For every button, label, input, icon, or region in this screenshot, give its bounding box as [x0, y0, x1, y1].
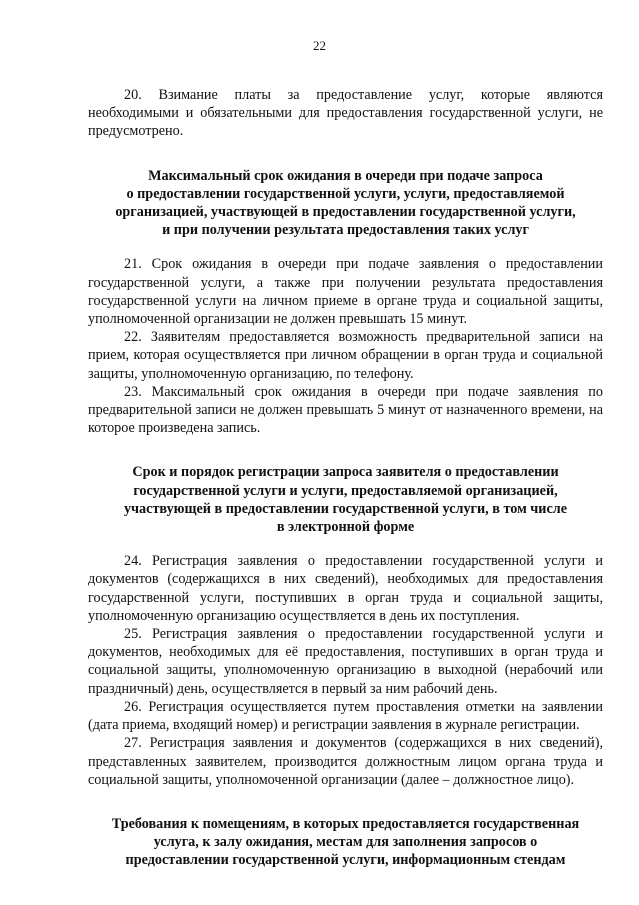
section-heading — [88, 463, 603, 536]
numbered-paragraph: 22. Заявителям предоставляется возможность предварительной записи на прием, которая осуществляется при личном обращении в орган труда и социальной защиты, уполномоченную организацию, по телефону. — [88, 329, 603, 382]
section-heading-line: предоставлении государственной услуги, информационным стендам — [125, 852, 566, 869]
section-heading — [88, 815, 603, 870]
numbered-paragraph: 25. Регистрация заявления о предоставлении государственной услуги и документов, необходимых для её предоставления, поступивших в орган труда и социальной защиты, уполномоченную организацию в выходной (нерабочий или праздничный) день, осуществляется в первый за ним рабочий день. — [88, 626, 603, 697]
section-heading-line: участвующей в предоставлении государственной услуги, в том числе — [123, 500, 568, 517]
document-body — [88, 86, 603, 886]
section-heading-line: государственной услуги и услуги, предоставляемой организацией, — [133, 482, 558, 499]
section-heading-line: Требования к помещениям, в которых предоставляется государственная — [111, 815, 580, 832]
section-heading-line: организацией, участвующей в предоставлении государственной услуги, — [115, 204, 576, 221]
numbered-paragraph: 21. Срок ожидания в очереди при подаче заявления о предоставлении государственной услуги, а также при получении результата предоставления государственной услуги на личном приеме в органе труда и социальной защиты, уполномоченной организации не должен превышать 15 минут. — [88, 256, 603, 328]
section-heading-line: о предоставлении государственной услуги, услуги, предоставляемой — [126, 185, 565, 202]
numbered-paragraph: 26. Регистрация осуществляется путем проставления отметки на заявлении (дата приема, входящий номер) и регистрации заявления в журнале регистрации. — [88, 698, 603, 734]
section-heading — [88, 167, 603, 240]
numbered-paragraph: 24. Регистрация заявления о предоставлении государственной услуги и документов (содержащихся в них сведений), необходимых для предоставления государственной услуги, поступивших в орган труда и социальной защиты, уполномоченную организацию осуществляется в день их поступления. — [88, 553, 603, 624]
numbered-paragraph: 23. Максимальный срок ожидания в очереди при подаче заявления по предварительной записи не должен превышать 5 минут от назначенного времени, на которое произведена запись. — [88, 383, 603, 437]
section-heading-line: Срок и порядок регистрации запроса заявителя о предоставлении — [132, 464, 559, 481]
section-heading-line: в электронной форме — [276, 519, 415, 536]
numbered-paragraph: 27. Регистрация заявления и документов (содержащихся в них сведений), представленных заявителем, производится должностным лицом органа труда и социальной защиты, уполномоченной организации (далее – должностное лицо). — [88, 735, 603, 788]
page-number: 22 — [313, 38, 326, 53]
section-heading-line: Максимальный срок ожидания в очереди при подаче запроса — [148, 167, 543, 184]
section-heading-line: услуга, к залу ожидания, местам для заполнения запросов о — [153, 834, 538, 851]
numbered-paragraph: 20. Взимание платы за предоставление услуг, которые являются необходимыми и обязательными для предоставления государственной услуги, не предусмотрено. — [88, 87, 603, 140]
section-heading-line: и при получении результата предоставления таких услуг — [162, 222, 529, 239]
